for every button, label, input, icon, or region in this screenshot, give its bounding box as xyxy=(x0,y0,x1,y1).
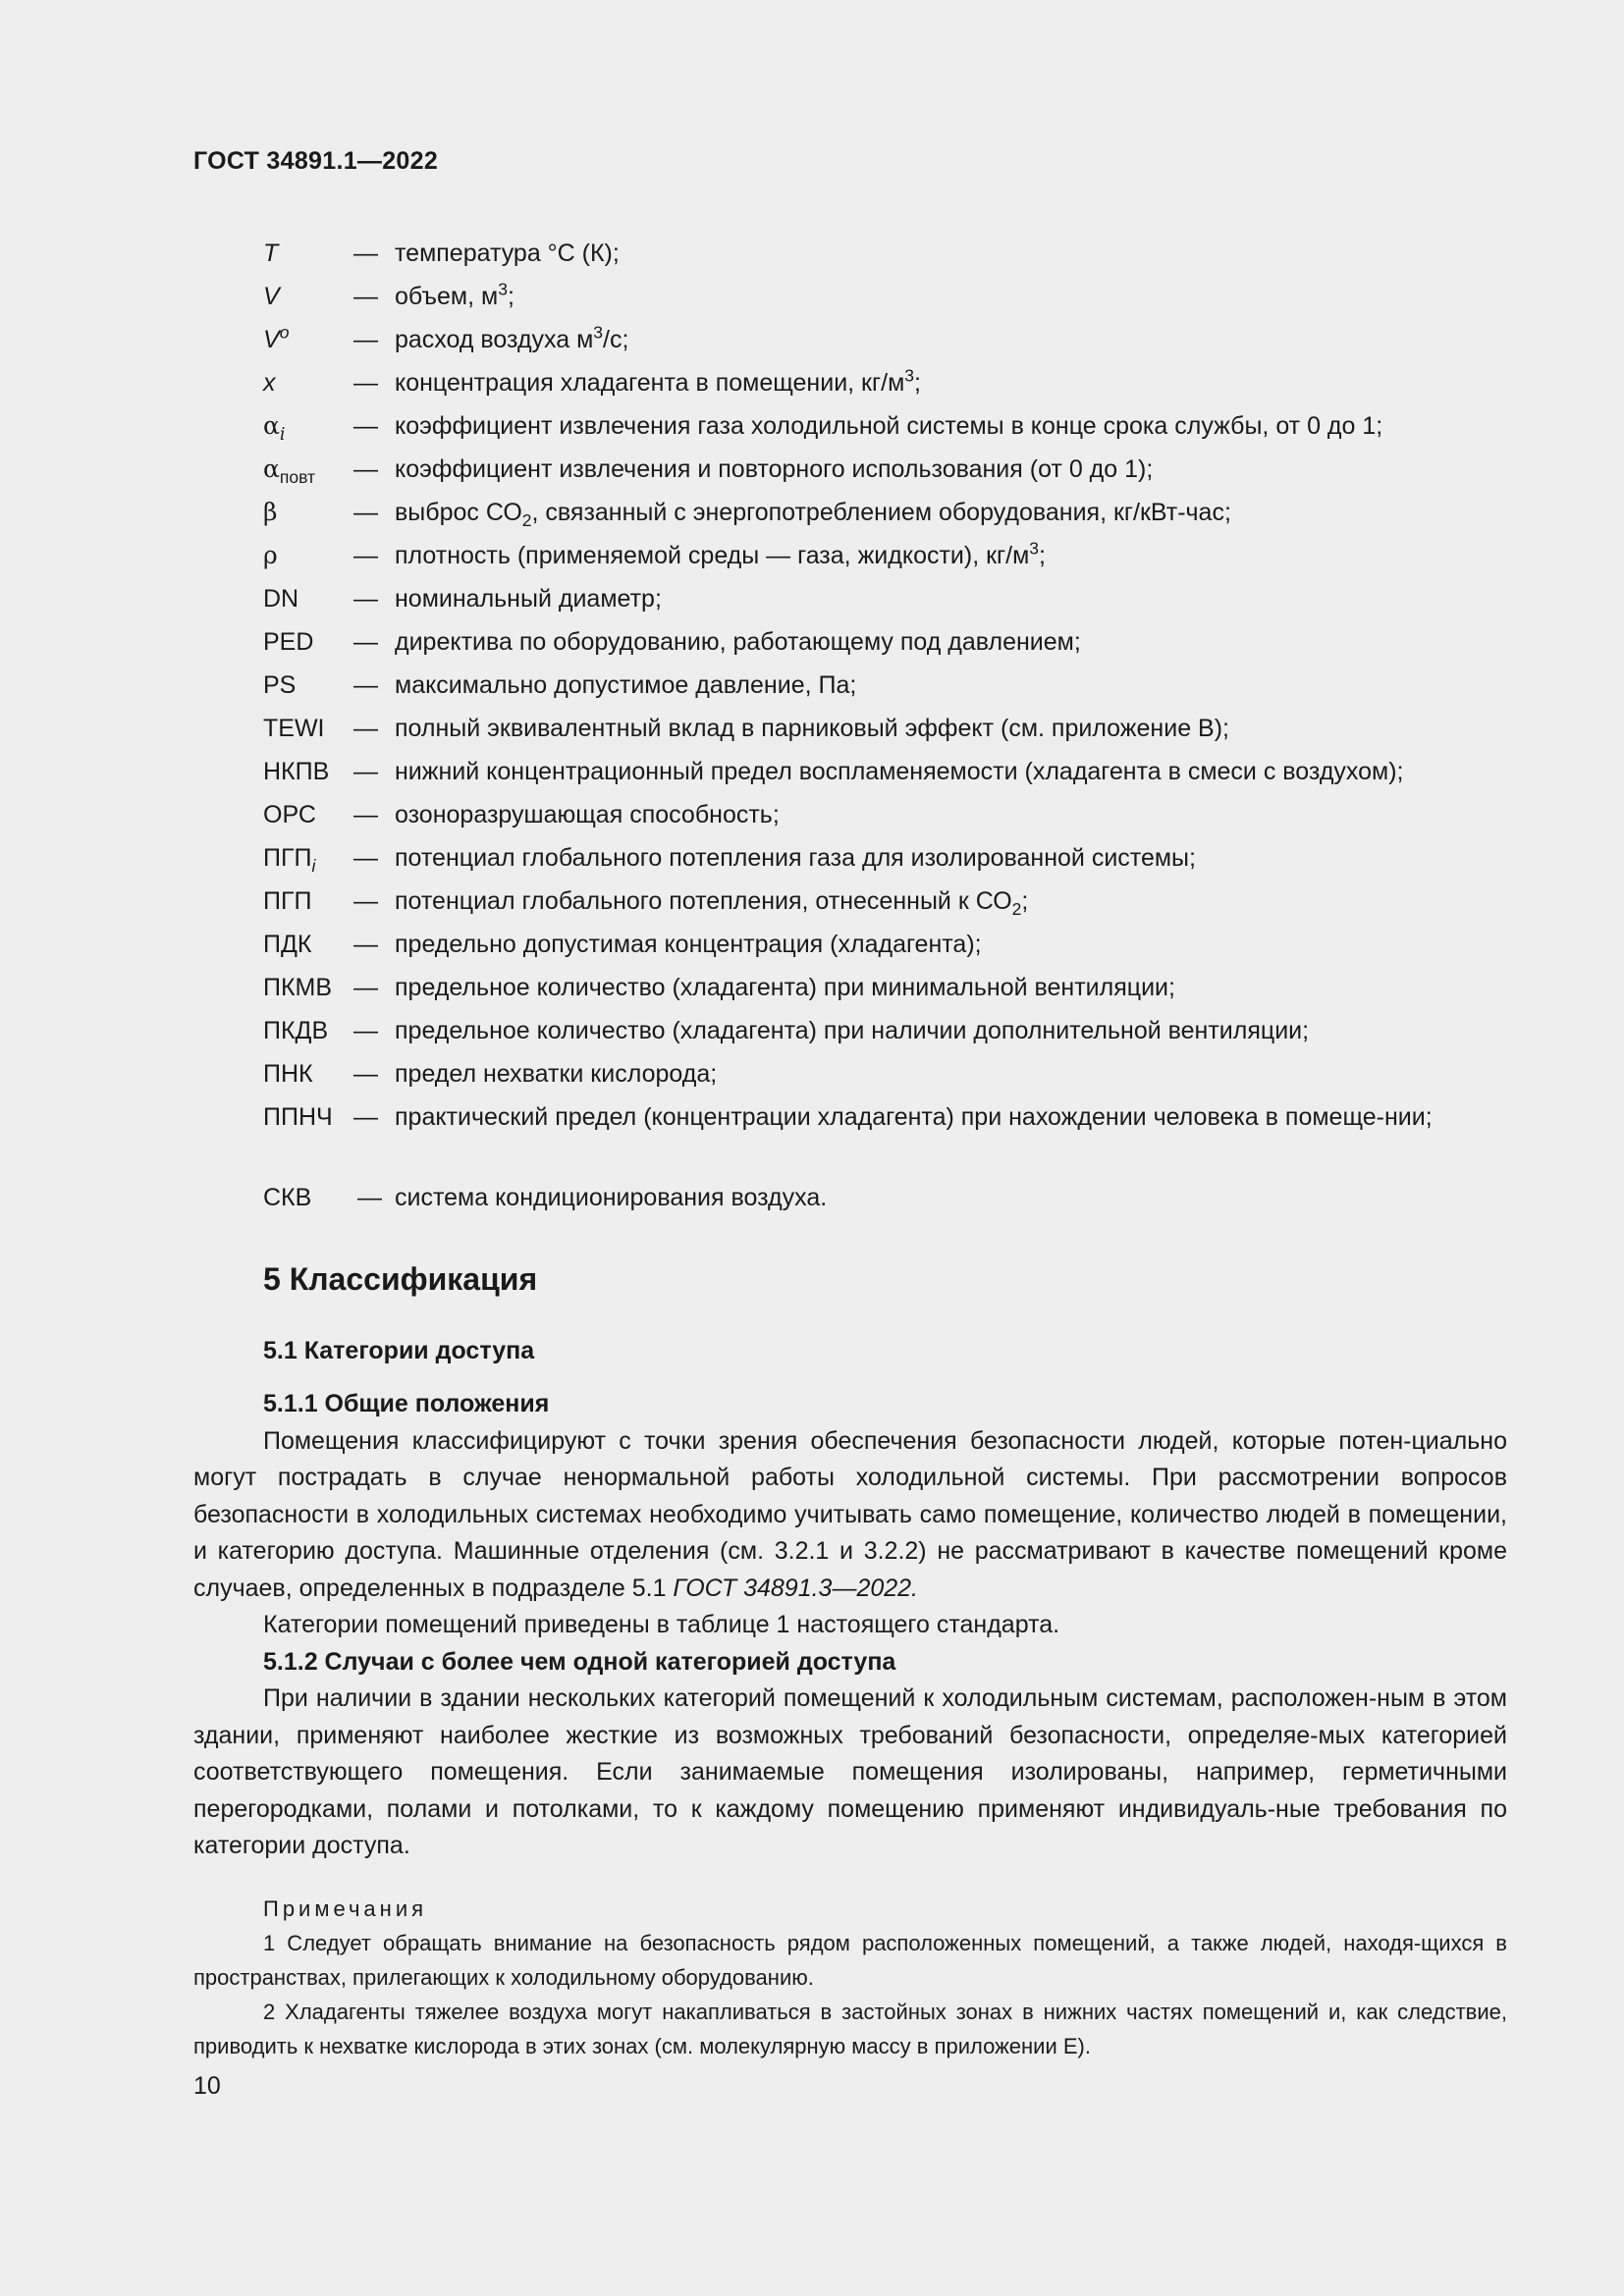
definition-item xyxy=(263,923,1510,966)
definition-symbol: x xyxy=(263,369,276,397)
definition-dash: — xyxy=(353,412,378,440)
paragraph: Помещения классифицируют с точки зрения обеспечения безопасности людей, которые потен-циально могут пострадать в случае ненормальной работы холодильной системы. При рассмотрении вопросов безопасности в холодильных системах необходимо учитывать само помещение, количество людей в помещении, и категорию доступа. Машинные отделения (см. 3.2.1 и 3.2.2) не рассматривают в качестве помещений кроме случаев, определенных в подразделе 5.1 ГОСТ 34891.3—2022. xyxy=(193,1426,1507,1602)
definition-text: потенциал глобального потепления, отнесенный к $СО_2$; xyxy=(395,887,1029,919)
definition-symbol: ОРС xyxy=(263,801,316,828)
notes-heading: Примечания xyxy=(263,1896,428,1921)
definition-dash: — xyxy=(353,542,378,569)
definition-text: выброс $СО_2$, связанный с энергопотреблением оборудования, кг/кВт-час; xyxy=(395,499,1231,530)
definition-symbol: ПКМВ xyxy=(263,974,333,1001)
subsection-heading: 5.1 Категории доступа xyxy=(263,1337,535,1364)
section-body xyxy=(193,1386,1507,1865)
definition-text: объем, $м^3$; xyxy=(395,279,514,310)
definition-item xyxy=(263,318,1510,361)
definition-dash: — xyxy=(353,801,378,828)
definition-dash: — xyxy=(353,671,378,699)
definition-symbol: PED xyxy=(263,628,314,656)
definition-item xyxy=(263,232,1510,275)
definition-item xyxy=(263,275,1510,318)
definition-symbol: ПГП xyxy=(263,887,312,915)
definition-text: температура °С (К); xyxy=(395,240,620,267)
note-item: 2 Хладагенты тяжелее воздуха могут накапливаться в застойных зонах в нижних частях помещений и, как следствие, приводить к нехватке кислорода в этих зонах (см. молекулярную массу в приложении Е). xyxy=(193,2000,1507,2058)
definition-text: номинальный диаметр; xyxy=(395,585,662,613)
definition-item xyxy=(263,793,1510,836)
definition-symbol: ρ xyxy=(263,541,278,569)
definition-text: система кондиционирования воздуха. xyxy=(395,1184,828,1211)
definition-text: расход воздуха $м^3/с$; xyxy=(395,322,629,353)
definition-dash: — xyxy=(353,1103,378,1131)
definition-item xyxy=(263,707,1510,750)
definition-symbol: $ПГП_i$ xyxy=(263,844,316,876)
definition-dash: — xyxy=(353,715,378,742)
definition-item xyxy=(263,448,1510,491)
definition-symbol: PS xyxy=(263,671,297,699)
definition-symbol: V xyxy=(263,283,280,310)
definition-item xyxy=(263,750,1510,793)
definition-symbol: TEWI xyxy=(263,715,325,742)
definition-dash: — xyxy=(353,628,378,656)
paragraph: При наличии в здании нескольких категорий помещений к холодильным системам, расположен-ным в этом здании, применяют наиболее жесткие из возможных требований безопасности, определяе-мых категорией соответствующего помещения. Если занимаемые помещения изолированы, например, герметичными перегородками, полами и потолками, то к каждому помещению применяют индивидуаль-ные требования по категории доступа. xyxy=(193,1684,1507,1859)
definition-dash: — xyxy=(353,931,378,958)
definition-item xyxy=(263,966,1510,1009)
definition-dash: — xyxy=(353,1060,378,1088)
definition-text: плотность (применяемой среды — газа, жидкости), $кг/м^3$; xyxy=(395,538,1046,569)
definition-dash: — xyxy=(353,887,378,915)
definition-symbol: ПДК xyxy=(263,931,312,958)
definition-symbol: β xyxy=(263,498,278,526)
definition-dash: — xyxy=(353,369,378,397)
definition-text: коэффициент извлечения и повторного использования (от 0 до 1); xyxy=(395,455,1154,483)
definition-text: коэффициент извлечения газа холодильной системы в конце срока службы, от 0 до 1; xyxy=(395,412,1383,440)
definition-dash: — xyxy=(353,585,378,613)
section-heading: 5 Классификация xyxy=(263,1261,538,1297)
definition-symbol: НКПВ xyxy=(263,758,330,785)
definition-dash: — xyxy=(353,844,378,872)
definition-text: потенциал глобального потепления газа для изолированной системы; xyxy=(395,844,1196,872)
definition-item xyxy=(263,361,1510,404)
definition-text: директива по оборудованию, работающему под давлением; xyxy=(395,628,1081,656)
definition-item xyxy=(263,1176,1510,1219)
definition-item xyxy=(263,1095,1510,1176)
page-number: 10 xyxy=(193,2072,221,2100)
definition-symbol: ПКДВ xyxy=(263,1017,329,1044)
definition-item xyxy=(263,880,1510,923)
definition-dash: — xyxy=(353,974,378,1001)
definition-dash: — xyxy=(357,1184,382,1211)
definition-symbol: $\alpha_{повт}$ xyxy=(263,454,316,487)
definition-symbol: DN xyxy=(263,585,299,613)
clause-heading: 5.1.1 Общие положения xyxy=(263,1390,550,1417)
definition-item xyxy=(263,534,1510,577)
definition-dash: — xyxy=(353,240,378,267)
definition-item xyxy=(263,1052,1510,1095)
definition-item xyxy=(263,664,1510,707)
definition-item xyxy=(263,1009,1510,1052)
definition-text: предел нехватки кислорода; xyxy=(395,1060,718,1088)
definition-item xyxy=(263,836,1510,880)
definition-symbol: СКВ xyxy=(263,1184,312,1211)
definition-dash: — xyxy=(353,1017,378,1044)
definition-item xyxy=(263,404,1510,448)
definition-dash: — xyxy=(353,499,378,526)
definition-item xyxy=(263,577,1510,620)
definition-dash: — xyxy=(353,283,378,310)
definition-text: предельное количество (хладагента) при наличии дополнительной вентиляции; xyxy=(395,1017,1310,1044)
definition-item xyxy=(263,620,1510,664)
definition-text: предельно допустимая концентрация (хладагента); xyxy=(395,931,982,958)
definition-symbol: $V^o$ xyxy=(263,322,290,353)
clause-heading: 5.1.2 Случаи с более чем одной категорией доступа xyxy=(263,1647,896,1676)
definition-symbol: $\alpha_i$ xyxy=(263,411,286,445)
paragraph: Категории помещений приведены в таблице 1 настоящего стандарта. xyxy=(263,1611,1060,1638)
definition-dash: — xyxy=(353,758,378,785)
definition-symbol: T xyxy=(263,240,279,267)
document-header: ГОСТ 34891.1—2022 xyxy=(193,147,439,175)
definition-text: озоноразрушающая способность; xyxy=(395,801,780,828)
standard-reference: ГОСТ 34891.3—2022. xyxy=(673,1574,919,1602)
definitions-list xyxy=(263,232,1510,1219)
definition-text: нижний концентрационный предел воспламеняемости (хладагента в смеси с воздухом); xyxy=(395,758,1404,785)
definition-text: максимально допустимое давление, Па; xyxy=(395,671,857,699)
notes-block xyxy=(193,1892,1507,2063)
definition-symbol: ПНК xyxy=(263,1060,313,1088)
definition-dash: — xyxy=(353,326,378,353)
definition-text: предельное количество (хладагента) при минимальной вентиляции; xyxy=(395,974,1175,1001)
definition-dash: — xyxy=(353,455,378,483)
definition-symbol: ППНЧ xyxy=(263,1103,333,1131)
definition-item xyxy=(263,491,1510,534)
definition-text: концентрация хладагента в помещении, $кг/м^3$; xyxy=(395,365,921,397)
definition-text: полный эквивалентный вклад в парниковый эффект (см. приложение В); xyxy=(395,715,1229,742)
note-item: 1 Следует обращать внимание на безопасность рядом расположенных помещений, а также людей, находя-щихся в пространствах, прилегающих к холодильному оборудованию. xyxy=(193,1931,1507,1990)
definition-text: практический предел (концентрации хладагента) при нахождении человека в помеще-нии; xyxy=(395,1103,1433,1131)
